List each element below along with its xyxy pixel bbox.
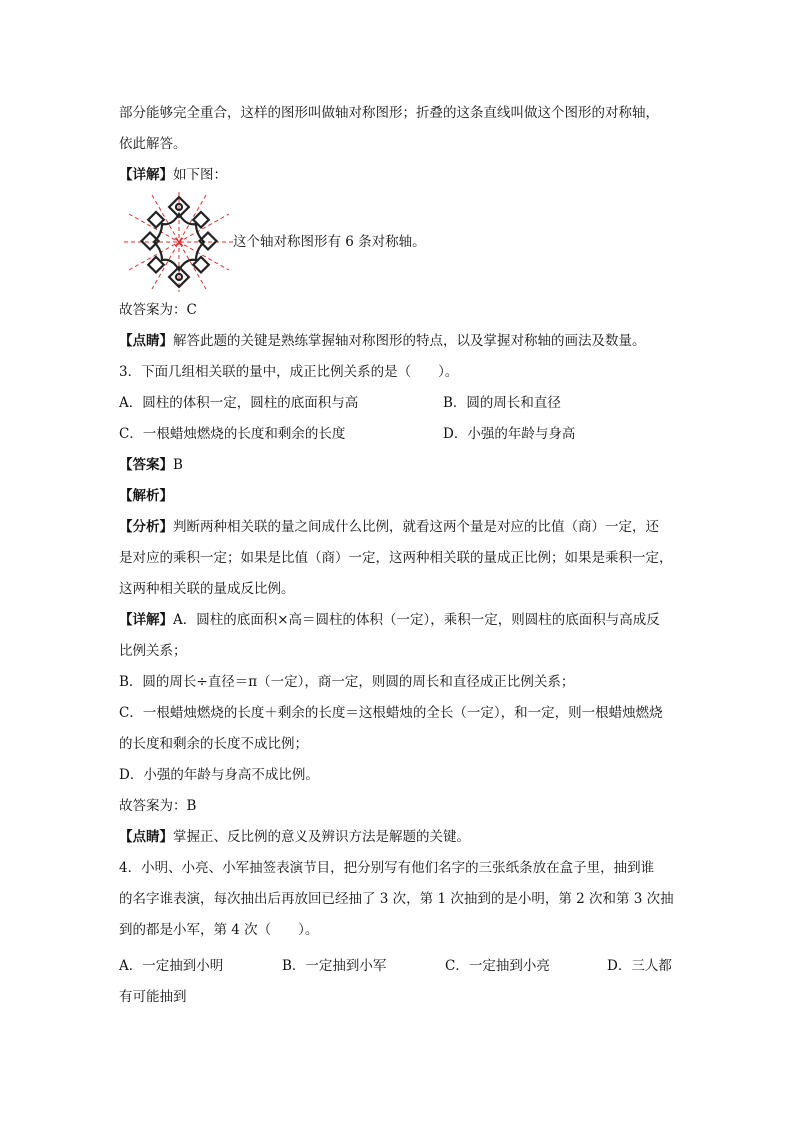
q3-point (119, 827, 679, 847)
figure-caption: 这个轴对称图形有 6 条对称轴。 (233, 234, 426, 250)
q4-option-b: B．一定抽到小军 (282, 958, 387, 974)
q4-question-line-3: 到的都是小军，第 4 次（ ）。 (119, 922, 319, 938)
answer-value: B (173, 457, 183, 473)
q3-detail-line-3: B．圆的周长÷直径＝π（一定），商一定，则圆的周长和直径成正比例关系； (119, 674, 575, 690)
q4-option-d-continued: 有可能抽到 (119, 989, 187, 1005)
point-text: 解答此题的关键是熟练掌握轴对称图形的特点，以及掌握对称轴的画法及数量。 (173, 333, 646, 349)
q3-question: 3．下面几组相关联的量中，成正比例关系的是（ ）。 (119, 364, 459, 380)
q2-answer: 故答案为：C (119, 302, 197, 318)
detail-text: 如下图： (173, 167, 227, 183)
detail-tag: 【详解】 (119, 612, 173, 628)
chinese-knot-symmetry-figure (124, 192, 234, 292)
q3-option-a: A．圆柱的体积一定，圆柱的底面积与高 (119, 395, 359, 411)
q3-detail-line-5: 的长度和剩余的长度不成比例； (119, 736, 308, 752)
q3-option-d: D．小强的年龄与身高 (443, 426, 576, 442)
q3-answer-key (119, 455, 679, 475)
detail-text-1: A．圆柱的底面积×高＝圆柱的体积（一定），乘积一定，则圆柱的底面积与高成反 (173, 612, 660, 628)
q2-detail (119, 165, 679, 185)
q4-option-c: C．一定抽到小亮 (445, 958, 550, 974)
q4-option-a: A．一定抽到小明 (119, 958, 224, 974)
q3-option-c: C．一根蜡烛燃烧的长度和剩余的长度 (119, 426, 346, 442)
q3-detail-line-4: C．一根蜡烛燃烧的长度＋剩余的长度＝这根蜡烛的全长（一定），和一定，则一根蜡烛燃烧 (119, 705, 663, 721)
q3-analysis-line-2: 是对应的乘积一定；如果是比值（商）一定，这两种相关联的量成正比例；如果是乘积一定， (119, 550, 673, 566)
q3-analysis-line-3: 这两种相关联的量成反比例。 (119, 581, 295, 597)
q2-point (119, 331, 679, 351)
q3-option-b: B．圆的周长和直径 (443, 395, 561, 411)
q3-detail-line-2: 比例关系； (119, 643, 187, 659)
q2-explanation-line-1: 部分能够完全重合，这样的图形叫做轴对称图形；折叠的这条直线叫做这个图形的对称轴， (119, 105, 659, 121)
q4-question-line-1: 4．小明、小亮、小军抽签表演节目，把分别写有他们名字的三张纸条放在盒子里，抽到谁 (119, 860, 655, 876)
detail-tag: 【详解】 (119, 167, 173, 183)
q3-answer: 故答案为：B (119, 798, 197, 814)
analysis-text-1: 判断两种相关联的量之间成什么比例，就看这两个量是对应的比值（商）一定，还 (173, 519, 659, 535)
point-tag: 【点睛】 (119, 333, 173, 349)
q4-question-line-2: 的名字谁表演，每次抽出后再放回已经抽了 3 次，第 1 次抽到的是小明，第 2 次和第 3 次抽 (119, 891, 674, 907)
point-text: 掌握正、反比例的意义及辨识方法是解题的关键。 (173, 829, 470, 845)
q3-analysis-heading: 【解析】 (119, 488, 173, 504)
q4-option-d: D．三人都 (607, 958, 672, 974)
point-tag: 【点睛】 (119, 829, 173, 845)
q3-detail-line-6: D．小强的年龄与身高不成比例。 (119, 767, 319, 783)
answer-tag: 【答案】 (119, 457, 173, 473)
q2-explanation-line-2: 依此解答。 (119, 136, 187, 152)
q3-detail-line-1 (119, 610, 679, 630)
analysis-sub-tag: 【分析】 (119, 519, 173, 535)
q3-analysis-line-1 (119, 517, 679, 537)
